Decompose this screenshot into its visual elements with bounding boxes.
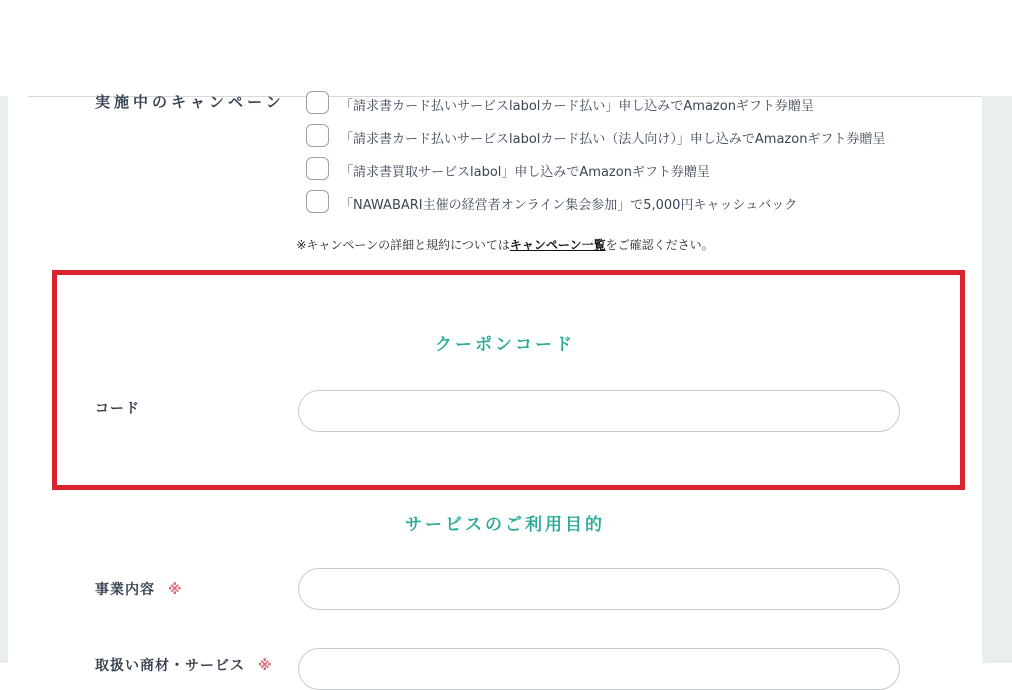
business-content-input[interactable] [298, 568, 900, 610]
coupon-code-label: コード [95, 401, 140, 417]
campaign-list-link[interactable]: キャンペーン一覧 [509, 238, 606, 252]
page-viewport [0, 93, 1012, 674]
coupon-code-input[interactable] [298, 390, 900, 432]
business-content-label [95, 579, 183, 599]
coupon-highlight-border [52, 270, 965, 490]
checkbox-campaign-3-label: 「請求書買取サービスlabol」申し込みでAmazonギフト券贈呈 [340, 165, 710, 180]
purpose-section-heading: サービスのご利用目的 [405, 515, 605, 535]
business-required-mark: ※ [168, 582, 183, 598]
checkbox-campaign-2[interactable] [306, 124, 329, 147]
coupon-section-heading: クーポンコード [435, 335, 575, 355]
campaign-note [28, 236, 982, 253]
campaign-section-label: 実施中のキャンペーン [95, 93, 285, 111]
checkbox-campaign-1-label: 「請求書カード払いサービスlabolカード払い」申し込みでAmazonギフト券贈呈 [340, 99, 814, 114]
products-services-label-text: 取扱い商材・サービス [95, 658, 245, 674]
checkbox-campaign-4[interactable] [306, 190, 329, 213]
checkbox-campaign-1[interactable] [306, 91, 329, 114]
products-required-mark: ※ [258, 658, 273, 674]
checkbox-campaign-2-label: 「請求書カード払いサービスlabolカード払い（法人向け）」申し込みでAmazonギフト券贈呈 [340, 132, 886, 147]
checkbox-campaign-3[interactable] [306, 157, 329, 180]
products-services-input[interactable] [298, 648, 900, 690]
page-background-right [982, 96, 1012, 663]
business-content-label-text: 事業内容 [95, 582, 155, 598]
campaign-note-prefix: ※キャンペーンの詳細と規約については [296, 238, 510, 252]
products-services-label [95, 655, 273, 675]
page-background-left [0, 96, 8, 663]
checkbox-campaign-4-label: 「NAWABARI主催の経営者オンライン集会参加」で5,000円キャッシュバック [340, 198, 798, 213]
campaign-note-suffix: をご確認ください。 [605, 238, 714, 252]
